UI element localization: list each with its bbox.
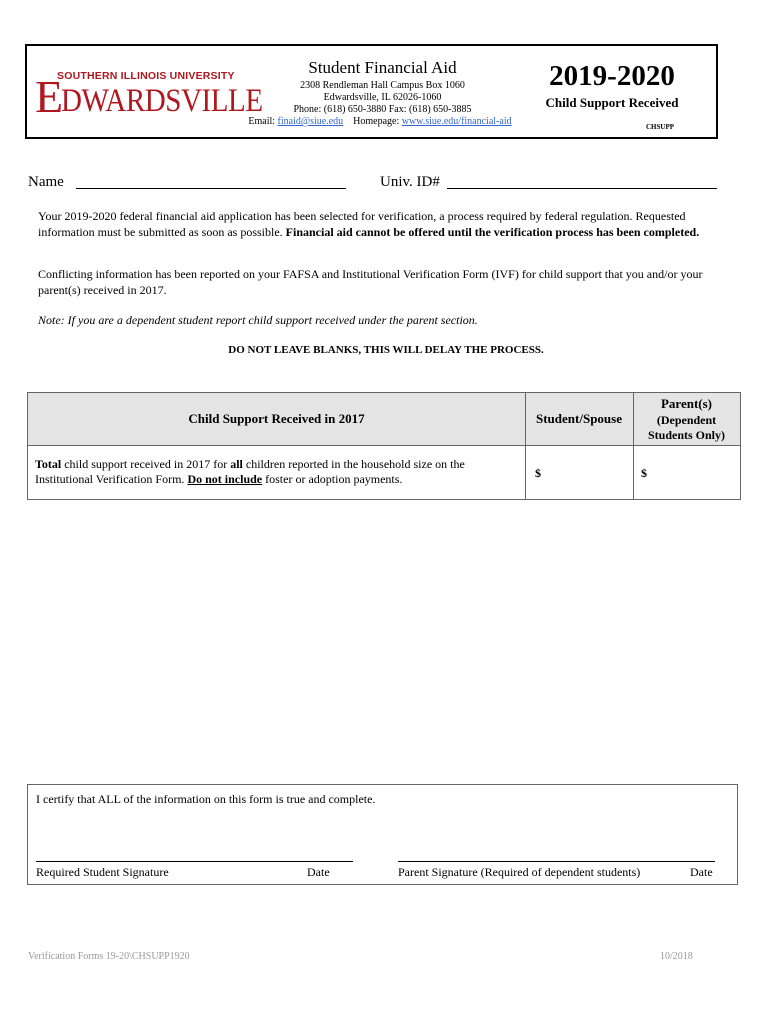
warning-text: DO NOT LEAVE BLANKS, THIS WILL DELAY THE PROCESS. bbox=[228, 344, 544, 356]
table-row-description bbox=[35, 457, 515, 487]
form-code: CHSUPP bbox=[646, 123, 674, 131]
parent-date-label: Date bbox=[690, 865, 713, 879]
table-divider bbox=[525, 393, 526, 499]
intro-bold-text: Financial aid cannot be offered until the verification process has been completed. bbox=[285, 225, 700, 239]
email-label: Email: bbox=[248, 116, 278, 127]
office-contact bbox=[230, 116, 530, 127]
header-parents-note-line2: Students Only) bbox=[647, 428, 726, 442]
note-paragraph: Note: If you are a dependent student report child support received under the parent section. bbox=[38, 313, 478, 327]
row-total-bold: Total bbox=[35, 457, 62, 471]
footer-form-path: Verification Forms 19-20\CHSUPP1920 bbox=[28, 951, 190, 962]
name-field[interactable] bbox=[76, 188, 346, 189]
header-student-spouse: Student/Spouse bbox=[536, 411, 622, 426]
row-do-not-include: Do not include bbox=[187, 472, 263, 486]
univ-id-field[interactable] bbox=[447, 188, 717, 189]
header-parents-note bbox=[633, 413, 740, 443]
header-description: Child Support Received in 2017 bbox=[188, 411, 365, 426]
student-signature-field[interactable] bbox=[36, 861, 353, 862]
homepage-link[interactable]: www.siue.edu/financial-aid bbox=[401, 116, 512, 127]
univ-id-label: Univ. ID# bbox=[380, 174, 440, 190]
homepage-label: Homepage: bbox=[353, 116, 402, 127]
student-date-label: Date bbox=[307, 865, 330, 879]
header-parents: Parent(s) bbox=[660, 396, 713, 411]
logo-initial: E bbox=[35, 71, 64, 122]
row-text3: foster or adoption payments. bbox=[262, 472, 403, 486]
child-support-table bbox=[27, 392, 741, 500]
intro-paragraph bbox=[38, 208, 728, 240]
row-text2: children reported in the household size on the Institutional Verification Form. bbox=[35, 457, 465, 486]
office-address-line1: 2308 Rendleman Hall Campus Box 1060 bbox=[300, 80, 465, 91]
parent-signature-label: Parent Signature (Required of dependent students) bbox=[398, 865, 641, 879]
office-title: Student Financial Aid bbox=[308, 58, 457, 77]
parent-signature-field[interactable] bbox=[398, 861, 715, 862]
student-amount-field[interactable]: $ bbox=[535, 466, 541, 480]
student-signature-label: Required Student Signature bbox=[36, 865, 169, 879]
form-title: Child Support Received bbox=[545, 95, 679, 110]
office-phone-fax: Phone: (618) 650-3880 Fax: (618) 650-3885 bbox=[293, 104, 472, 115]
logo-top-text: SOUTHERN ILLINOIS UNIVERSITY bbox=[57, 70, 235, 82]
siue-logo bbox=[35, 70, 263, 122]
name-label: Name bbox=[28, 174, 64, 190]
parent-amount-field[interactable]: $ bbox=[641, 466, 647, 480]
conflict-paragraph: Conflicting information has been reported on your FAFSA and Institutional Verification Form (IVF) for child support that you and/or your parent(s) received in 2017. bbox=[38, 267, 703, 297]
office-address-line2: Edwardsville, IL 62026-1060 bbox=[323, 92, 442, 103]
row-text1: child support received in 2017 for bbox=[61, 457, 231, 471]
logo-wordmark: DWARDSVILLE bbox=[61, 83, 263, 119]
row-all-bold: all bbox=[230, 457, 243, 471]
certification-statement: I certify that ALL of the information on this form is true and complete. bbox=[36, 792, 376, 806]
header-parents-note-line1: (Dependent bbox=[656, 413, 717, 427]
intro-text: Your 2019-2020 federal financial aid application has been selected for verification, a process required by federal regulation. Requested information must be submitted as soon as possible. bbox=[38, 209, 686, 239]
footer-revision-date: 10/2018 bbox=[660, 951, 693, 962]
email-link[interactable]: finaid@siue.edu bbox=[277, 116, 344, 127]
award-year: 2019-2020 bbox=[549, 60, 675, 92]
